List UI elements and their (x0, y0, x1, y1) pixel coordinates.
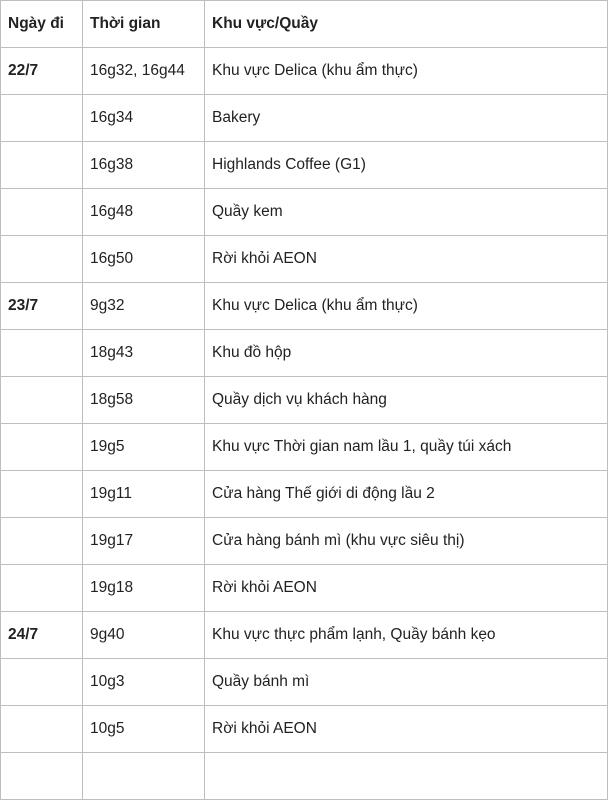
place-cell: Bakery (205, 95, 608, 142)
date-cell (1, 706, 83, 753)
time-cell: 16g48 (83, 189, 205, 236)
date-cell: 24/7 (1, 612, 83, 659)
place-cell: Cửa hàng bánh mì (khu vực siêu thị) (205, 518, 608, 565)
time-cell: 16g38 (83, 142, 205, 189)
table-row (1, 236, 608, 283)
date-cell (1, 565, 83, 612)
table-row (1, 565, 608, 612)
date-cell: 22/7 (1, 48, 83, 95)
time-cell: 19g5 (83, 424, 205, 471)
place-cell: Quầy kem (205, 189, 608, 236)
time-cell: 9g40 (83, 612, 205, 659)
time-cell: 19g18 (83, 565, 205, 612)
table-row (1, 95, 608, 142)
place-cell: Khu vực Delica (khu ẩm thực) (205, 283, 608, 330)
header-row (1, 1, 608, 48)
time-cell: 19g11 (83, 471, 205, 518)
place-cell: Rời khỏi AEON (205, 706, 608, 753)
table-row (1, 424, 608, 471)
date-cell (1, 236, 83, 283)
table-row (1, 706, 608, 753)
table-row (1, 330, 608, 377)
date-cell (1, 142, 83, 189)
time-cell: 9g32 (83, 283, 205, 330)
time-cell: 18g58 (83, 377, 205, 424)
date-cell (1, 518, 83, 565)
time-cell: 10g5 (83, 706, 205, 753)
time-cell: 18g43 (83, 330, 205, 377)
header-time: Thời gian (83, 1, 205, 48)
header-date: Ngày đi (1, 1, 83, 48)
place-cell: Quầy dịch vụ khách hàng (205, 377, 608, 424)
place-cell: Khu đồ hộp (205, 330, 608, 377)
place-cell: Rời khỏi AEON (205, 236, 608, 283)
date-cell: 23/7 (1, 283, 83, 330)
table-row (1, 659, 608, 706)
time-cell: 19g17 (83, 518, 205, 565)
place-cell: Quầy bánh mì (205, 659, 608, 706)
table-row (1, 48, 608, 95)
date-cell (1, 330, 83, 377)
table-row (1, 471, 608, 518)
time-cell: 16g32, 16g44 (83, 48, 205, 95)
place-cell: Highlands Coffee (G1) (205, 142, 608, 189)
time-cell: 16g34 (83, 95, 205, 142)
header-place: Khu vực/Quầy (205, 1, 608, 48)
date-cell (1, 189, 83, 236)
place-cell: Khu vực thực phẩm lạnh, Quầy bánh kẹo (205, 612, 608, 659)
date-cell (1, 471, 83, 518)
date-cell (1, 659, 83, 706)
place-cell: Rời khỏi AEON (205, 565, 608, 612)
table-row (1, 377, 608, 424)
table-row (1, 142, 608, 189)
table-row (1, 518, 608, 565)
date-cell (1, 377, 83, 424)
table-header (1, 1, 608, 48)
table-row (1, 189, 608, 236)
date-cell (1, 95, 83, 142)
time-cell: 16g50 (83, 236, 205, 283)
date-cell (1, 424, 83, 471)
table-row (1, 612, 608, 659)
place-cell: Khu vực Delica (khu ẩm thực) (205, 48, 608, 95)
place-cell: Khu vực Thời gian nam lầu 1, quầy túi xách (205, 424, 608, 471)
table-body (1, 48, 608, 800)
place-cell: Cửa hàng Thế giới di động lầu 2 (205, 471, 608, 518)
time-cell: 10g3 (83, 659, 205, 706)
table-row (1, 283, 608, 330)
